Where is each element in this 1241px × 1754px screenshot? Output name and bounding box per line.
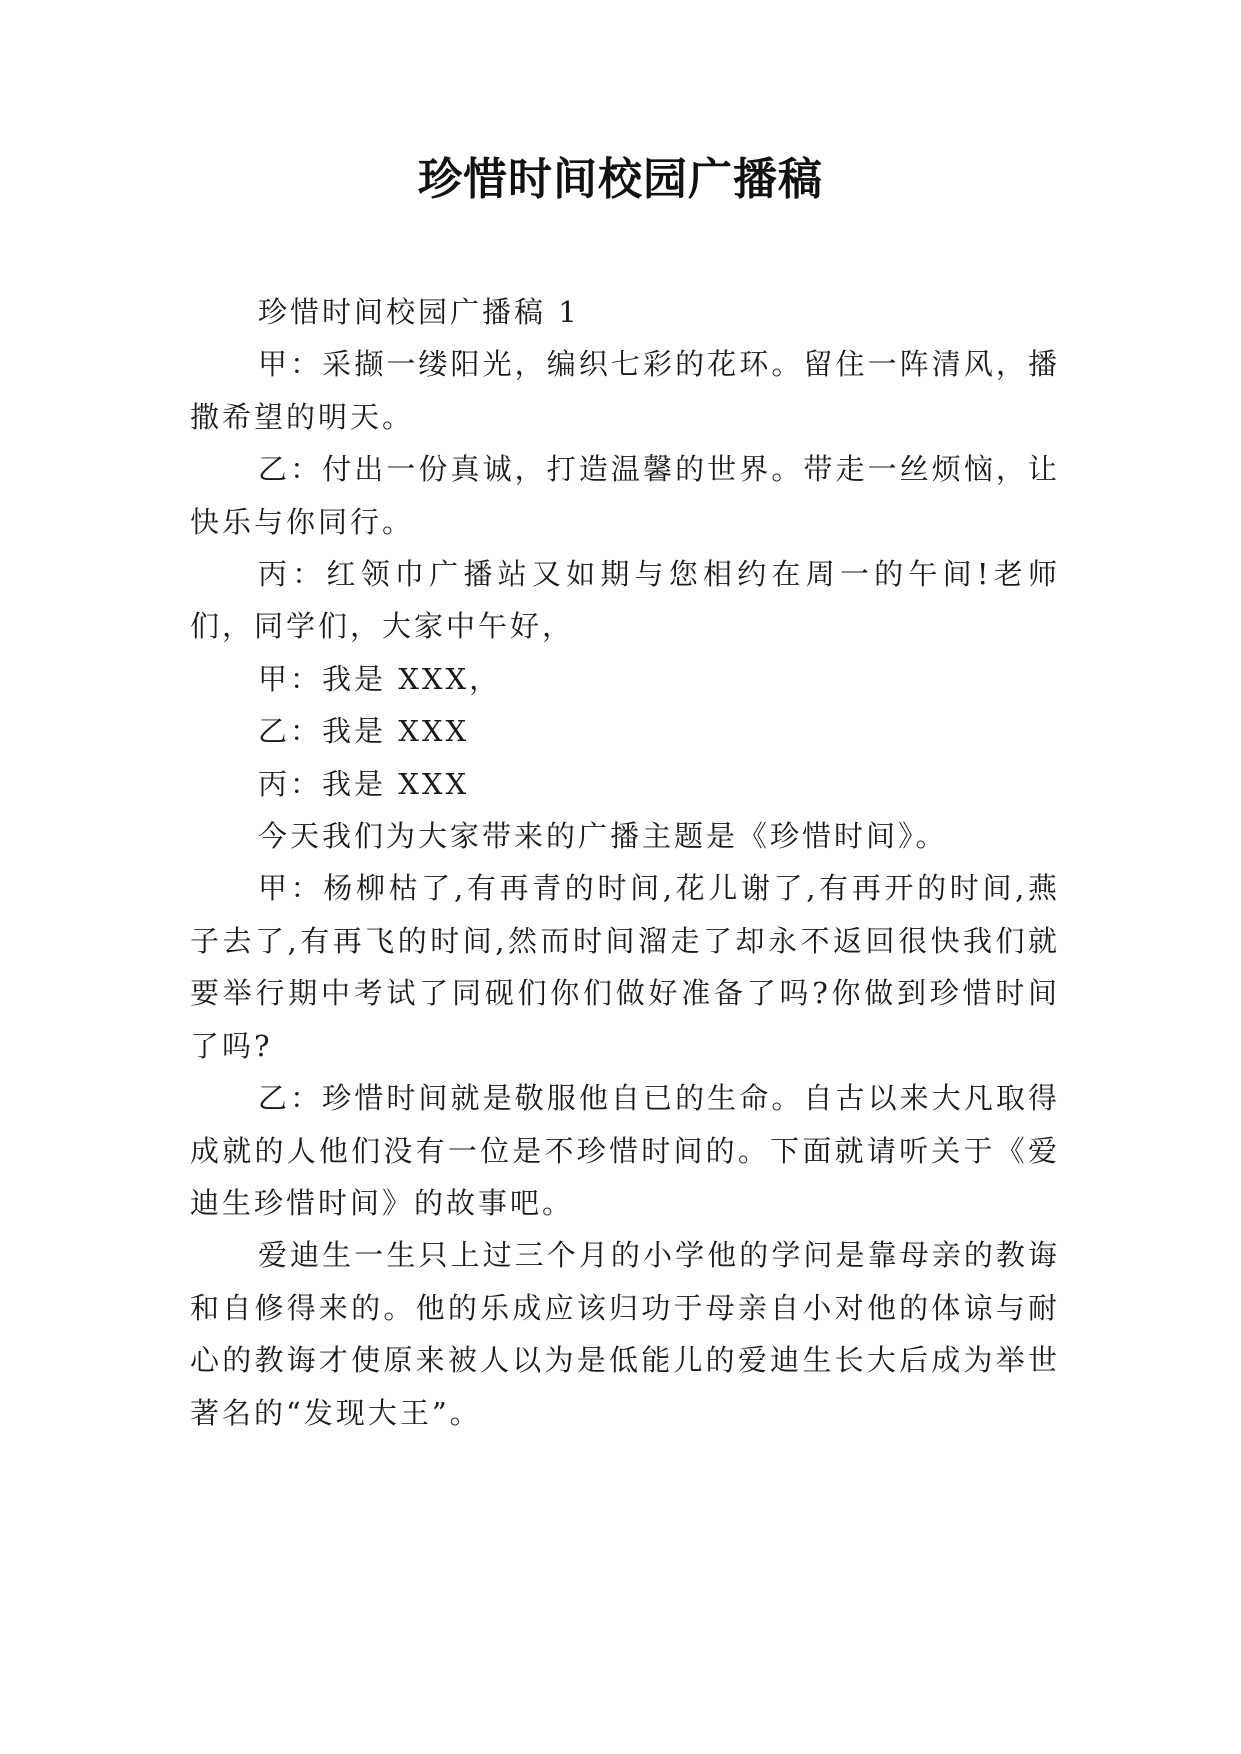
paragraph: 爱迪生一生只上过三个月的小学他的学问是靠母亲的教诲和自修得来的。他的乐成应该归功于母亲自小对他的体谅与耐心的教诲才使原来被人以为是低能儿的爱迪生长大后成为举世著名的“发现大王”。: [190, 1238, 1060, 1430]
paragraph: 乙：我是 XXX: [258, 714, 470, 749]
paragraph: 甲：我是 XXX，: [258, 661, 502, 696]
paragraph: 甲：杨柳枯了,有再青的时间,花儿谢了,有再开的时间,燕子去了,有再飞的时间,然而时间溜走了却永不返回很快我们就要举行期中考试了同砚们你们做好准备了吗?你做到珍惜时间了吗?: [190, 871, 1060, 1063]
document-body: [190, 286, 1060, 1439]
paragraph: 丙：我是 XXX: [258, 766, 470, 801]
paragraph: 丙：红领巾广播站又如期与您相约在周一的午间!老师们，同学们，大家中午好，: [190, 557, 1060, 644]
paragraph: 今天我们为大家带来的广播主题是《珍惜时间》。: [258, 819, 948, 854]
paragraph: 甲：采撷一缕阳光，编织七彩的花环。留住一阵清风，播撒希望的明天。: [190, 347, 1060, 434]
paragraph: 乙：付出一份真诚，打造温馨的世界。带走一丝烦恼，让快乐与你同行。: [190, 452, 1060, 539]
paragraph: 乙：珍惜时间就是敬服他自已的生命。自古以来大凡取得成就的人他们没有一位是不珍惜时间的。下面就请听关于《爱迪生珍惜时间》的故事吧。: [190, 1081, 1060, 1220]
document-title: 珍惜时间校园广播稿: [418, 154, 823, 205]
paragraph-heading: 珍惜时间校园广播稿 1: [258, 295, 580, 329]
